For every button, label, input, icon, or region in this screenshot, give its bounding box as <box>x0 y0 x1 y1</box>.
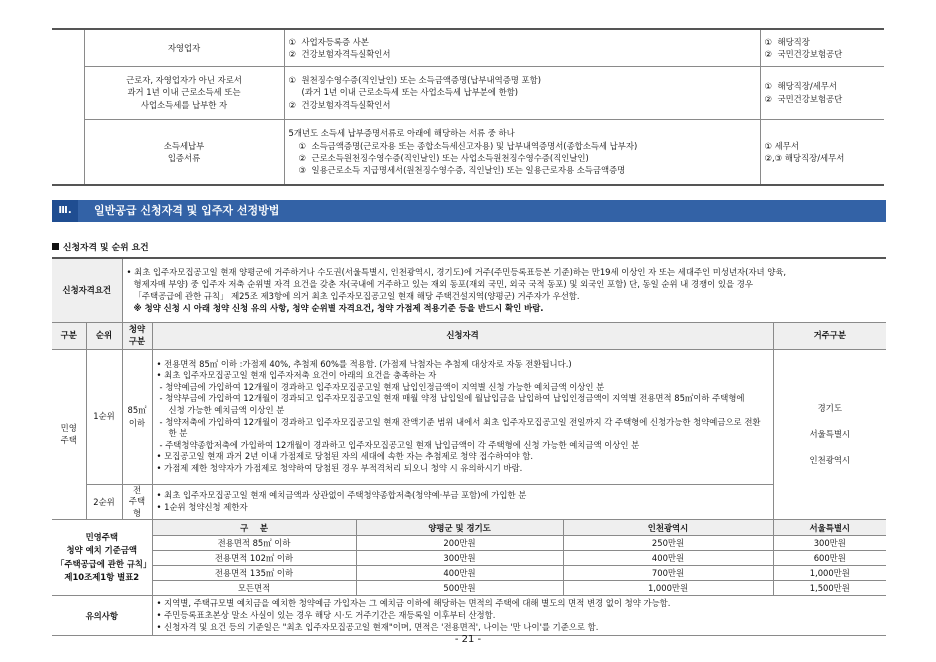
proof-documents-table <box>52 28 884 186</box>
section-title: 일반공급 신청자격 및 입주자 선정방법 <box>94 204 280 217</box>
document-item: 건강보험자격득실확인서 <box>301 99 391 110</box>
rank-2-label: 2순위 <box>86 484 122 520</box>
eligibility-note: ※ 청약 신청 시 아래 청약 신청 유의 사항, 청약 순위별 자격요건, 청약 가점제 적용기준 등을 반드시 확인 바람. <box>133 303 544 314</box>
notes-text: • 지역별, 주택규모별 예치금을 예치한 청약예금 가입자는 그 예치금 이하에 해당하는 면적의 주택에 대해 별도의 면적 변경 없이 청약 가능함. • 주민등록표초본상 말소 사실이 있는 경우 해당 시·도 거주기간은 재등록일 이후부터 산정함. • 신청자격 및 요건 등의 기준일은 "최초 입주자모집공고일 현재"이며, 면적은 '전용면적', 나이는 '만 나이'를 기준으로 함. <box>152 596 886 636</box>
category-cell: 소득세납부 입증서류 <box>84 119 284 185</box>
rank-1-label: 1순위 <box>86 349 122 484</box>
rank-2-qualification: • 최초 입주자모집공고일 현재 예치금액과 상관없이 주택청약종합저축(청약예·부금 포함)에 가입한 분 • 1순위 청약신청 제한자 <box>152 484 773 520</box>
category-cell: 근로자, 자영업자가 아닌 자로서 과거 1년 이내 근로소득세 또는 사업소득세를 납부한 자 <box>84 66 284 119</box>
category-cell <box>84 29 284 66</box>
documents-cell: ① 원천징수영수증(직인날인) 또는 소득금액증명(납부내역증명 포함) (과거 1년 이내 근로소득세 또는 사업소득세 납부분에 한함) ② 건강보험자격득실확인서 <box>284 66 760 119</box>
issuer-cell: ① 세무서 ②,③ 해당직장/세무서 <box>760 119 884 185</box>
deposit-row: 전용면적 102㎡ 이하 300만원 400만원 600만원 <box>52 551 886 566</box>
square-bullet-icon <box>52 243 59 250</box>
section-number: Ⅲ. <box>52 200 78 222</box>
header-type: 구분 <box>52 322 86 349</box>
rank-1-qualification: • 전용면적 85㎡ 이하 :가점제 40%, 추첨제 60%를 적용함. (가점제 낙첨자는 추첨제 대상자로 자동 전환됩니다.) • 최초 입주자모집공고일 현재 입주자저축 요건이 아래의 요건을 충족하는 자 - 청약예금에 가입하여 12개월이 경과하고 입주자모집공고일 현재 납입인정금액이 지역별 신청 가능한 예치금액 이상인 분 - 청약부금에 가입하여 12개월이 경과되고 입주자모집공고일 현재 매월 약정 납입일에 월납입금을 납입하여 납입인정금액이 지역별 전용면적 85㎡이하 주택형에 신청 가능한 예치금액 이상인 분 - 청약저축에 가입하여 12개월이 경과하고 입주자모집공고일 현재 잔액기준 범위 내에서 최초 입주자모집공고일 전일까지 각 주택형에 신청가능한 청약예금으로 전환 한 분 - 주택청약종합저축에 가입하여 12개월이 경과하고 입주자모집공고일 현재 납입금액이 각 주택형에 신청 가능한 예치금액 이상인 분 • 모집공고일 현재 과거 2년 이내 가점제로 당첨된 자의 세대에 속한 자는 추첨제로 청약 접수하여야 함. • 가점제 제한 청약자가 가점제로 청약하여 당첨된 경우 부적격처리 되오니 청약 시 유의하시기 바람. <box>152 349 773 484</box>
documents-cell: 5개년도 소득세 납부증명서류로 아래에 해당하는 서류 중 하나 ① 소득금액증명(근로자용 또는 종합소득세신고자용) 및 납부내역증명서(종합소득세 납부자) ② 근로소득원천징수영수증(직인날인) 또는 사업소득원천징수영수증(직인날인) ③ 일용근로소득 지급명세서(원천징수영수증, 직인날인) 또는 일용근로자용 소득금액증명 <box>284 119 760 185</box>
header-residence: 거주구분 <box>773 322 886 349</box>
header-rank: 순위 <box>86 322 122 349</box>
table-left-margin-cell <box>52 29 84 185</box>
deposit-row: 모든면적 500만원 1,000만원 1,500만원 <box>52 581 886 596</box>
document-item: 원천징수영수증(직인날인) 또는 소득금액증명(납부내역증명 포함) <box>301 75 541 86</box>
category-text: 자영업자 <box>167 42 201 53</box>
document-item: 건강보험자격득실확인서 <box>301 48 391 59</box>
rank-2-size: 전 주택형 <box>122 484 152 520</box>
issuer-item: 국민건강보험공단 <box>777 48 843 59</box>
rank-1-size: 85㎡ 이하 <box>122 349 152 484</box>
notes-label: 유의사항 <box>52 596 152 636</box>
document-item: (과거 1년 이내 근로소득세 또는 사업소득세 납부분에 한함) <box>301 87 519 98</box>
documents-intro: 5개년도 소득세 납부증명서류로 아래에 해당하는 서류 중 하나 <box>288 128 515 139</box>
deposit-header: 양평군 및 경기도 <box>356 520 563 536</box>
deposit-row: 전용면적 85㎡ 이하 200만원 250만원 300만원 <box>52 536 886 551</box>
deposit-header: 구 분 <box>152 520 356 536</box>
section-header <box>52 200 886 222</box>
issuer-cell: ① 해당직장/세무서 ② 국민건강보험공단 <box>760 66 884 119</box>
header-sub-type: 청약 구분 <box>122 322 152 349</box>
deposit-header: 인천광역시 <box>563 520 773 536</box>
documents-cell: ① 사업자등록증 사본 ② 건강보험자격득실확인서 <box>284 29 760 66</box>
header-qualification: 신청자격 <box>152 322 773 349</box>
deposit-row: 전용면적 135㎡ 이하 400만원 700만원 1,000만원 <box>52 566 886 581</box>
residence-cell: 경기도 서울특별시 인천광역시 <box>773 349 886 520</box>
document-item: 사업자등록증 사본 <box>301 36 369 47</box>
eligibility-label: 신청자격요건 <box>52 258 122 322</box>
private-housing-label: 민영 주택 <box>52 349 86 520</box>
issuer-item: 해당직장 <box>777 36 810 47</box>
issuer-cell: ① 해당직장 ② 국민건강보험공단 <box>760 29 884 66</box>
deposit-header: 서울특별시 <box>773 520 886 536</box>
sub-heading: 신청자격 및 순위 요건 <box>52 240 149 253</box>
eligibility-table <box>52 257 886 636</box>
page-number: - 21 - <box>454 634 482 645</box>
deposit-label: 민영주택 청약 예치 기준금액 「주택공급에 관한 규칙」 제10조제1항 별표2 <box>52 520 152 596</box>
eligibility-text: • 최초 입주자모집공고일 현재 양평군에 거주하거나 수도권(서울특별시, 인천광역시, 경기도)에 거주(주민등록표등본 기준)하는 만19세 이상인 자 또는 세대주인 미성년자(자녀 양육, 형제자매 부양) 중 입주자 저축 순위별 자격 요건을 갖춘 자(국내에 거주하고 있는 재외 동포(재외 국민, 외국 국적 동포) 및 외국인 포함) 단, 동일 순위 내 경쟁이 있을 경우 「주택공급에 관한 규칙」 제25조 제3항에 의거 최초 입주자모집공고일 현재 해당 주택건설지역(양평군) 거주자가 우선함. ※ 청약 신청 시 아래 청약 신청 유의 사항, 청약 순위별 자격요건, 청약 가점제 적용기준 등을 반드시 확인 바람. <box>122 258 886 322</box>
